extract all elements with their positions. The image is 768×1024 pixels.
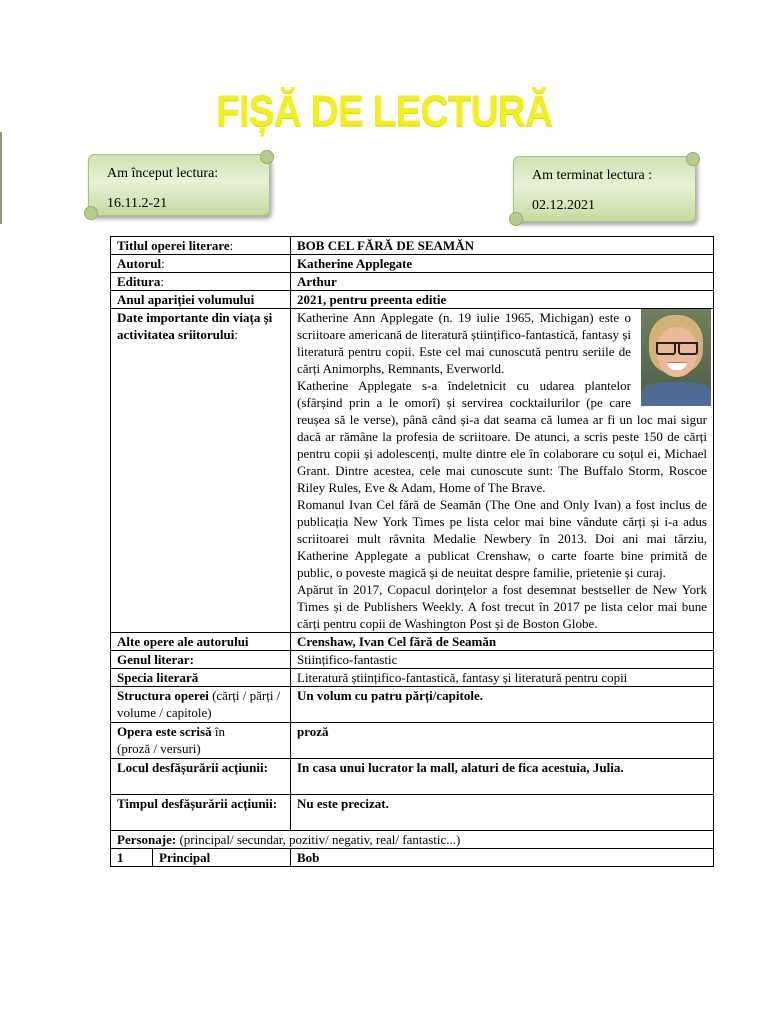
table-row: [111, 633, 714, 651]
table-row: [111, 849, 714, 867]
start-reading-card: [88, 154, 270, 216]
author-photo: [641, 309, 711, 406]
author-biography: [291, 309, 714, 633]
start-reading-date: 16.11.2-21: [107, 196, 168, 211]
row-label: Editura:: [111, 273, 291, 291]
character-number: 1: [111, 849, 153, 867]
row-label: Anul apariției volumului: [111, 291, 291, 309]
page-title: FIȘĂ DE LECTURĂ: [216, 87, 552, 136]
table-row: [111, 759, 714, 795]
table-row: [111, 291, 714, 309]
row-label: Date importante din viața și activitatea sriitorului:: [111, 309, 291, 633]
table-row: [111, 309, 714, 633]
end-reading-date: 02.12.2021: [532, 198, 595, 213]
reading-sheet-table: [110, 236, 714, 867]
scroll-curl-icon: [84, 206, 98, 220]
row-label: Titlul operei literare:: [111, 237, 291, 255]
time-value: Nu este precizat.: [291, 795, 714, 831]
genre-value: Stiințifico-fantastic: [291, 651, 714, 669]
left-edge-mark: [0, 132, 2, 224]
structure-value: Un volum cu patru părți/capitole.: [291, 687, 714, 723]
row-label: Specia literară: [111, 669, 291, 687]
publisher-value: Arthur: [291, 273, 714, 291]
characters-header: Personaje: (principal/ secundar, pozitiv/ negativ, real/ fantastic...): [111, 831, 714, 849]
row-label: Structura operei (cărți / părți / volume / capitole): [111, 687, 291, 723]
row-label: Autorul:: [111, 255, 291, 273]
table-row: [111, 687, 714, 723]
table-row: [111, 273, 714, 291]
row-label: Alte opere ale autorului: [111, 633, 291, 651]
table-row: [111, 669, 714, 687]
table-row: [111, 237, 714, 255]
row-label: Opera este scrisă în (proză / versuri): [111, 723, 291, 759]
written-form-value: proză: [291, 723, 714, 759]
place-value: In casa unui lucrator la mall, alaturi de fica acestuia, Julia.: [291, 759, 714, 795]
species-value: Literatură științifico-fantastică, fantasy și literatură pentru copii: [291, 669, 714, 687]
bio-paragraph: Apărut în 2017, Copacul dorințelor a fost desemnat bestseller de New York Times și de Publishers Weekly. A fost trecut în 2017 pe lista celor mai bune cărți pentru copii de Washington Post și de Boston Globe.: [297, 582, 707, 631]
author-value: Katherine Applegate: [291, 255, 714, 273]
character-type: Principal: [153, 849, 291, 867]
table-row: [111, 723, 714, 759]
scroll-curl-icon: [260, 150, 274, 164]
other-works-value: Crenshaw, Ivan Cel fără de Seamăn: [291, 633, 714, 651]
work-title-value: BOB CEL FĂRĂ DE SEAMĂN: [291, 237, 714, 255]
end-reading-label: Am terminat lectura :: [532, 168, 653, 183]
table-row: [111, 651, 714, 669]
scroll-curl-icon: [686, 152, 700, 166]
table-row: [111, 255, 714, 273]
row-label: Locul desfășurării acțiunii:: [111, 759, 291, 795]
table-row: [111, 795, 714, 831]
year-value: 2021, pentru preenta editie: [291, 291, 714, 309]
scroll-curl-icon: [509, 212, 523, 226]
row-label: Timpul desfășurării acțiunii:: [111, 795, 291, 831]
bio-paragraph: Katherine Ann Applegate (n. 19 iulie 1965, Michigan) este o scriitoare americană de literatură științifico-fantastică, fantasy și literatură pentru copii. Este cel mai cunoscută pentru seriile de cărți Animorphs, Remnants, Everworld.: [297, 310, 631, 376]
bio-paragraph: Katherine Applegate s-a îndeletnicit cu udarea plantelor (sfârșind prin a le omorî) și servirea cocktailurilor (pe care reușea să le verse), până când și-a dat seama că lumea ar fi un loc mai sigur dacă ar rămâne la profesia de scriitoare. De atunci, a scris peste 150 de cărți pentru copii și adolescenți, multe dintre ele în colaborare cu soțul ei, Michael Grant. Dintre acestea, cele mai cunoscute sunt: The Buffalo Storm, Roscoe Riley Rules, Eve & Adam, Home of The Brave.: [297, 378, 707, 495]
row-label: Genul literar:: [111, 651, 291, 669]
end-reading-card: [513, 156, 696, 222]
character-name: Bob: [291, 849, 714, 867]
start-reading-label: Am început lectura:: [107, 166, 219, 181]
table-row: [111, 831, 714, 849]
bio-paragraph: Romanul Ivan Cel fără de Seamăn (The One and Only Ivan) a fost inclus de publicația New York Times pe lista celor mai bine vândute cărți și i-a adus scriitoarei mult râvnita Medalie Newbery în 2013. Doi ani mai târziu, Katherine Applegate a publicat Crenshaw, o carte foarte bine primită de public, o poveste magică și de neuitat despre familie, prietenie și curaj.: [297, 497, 707, 580]
